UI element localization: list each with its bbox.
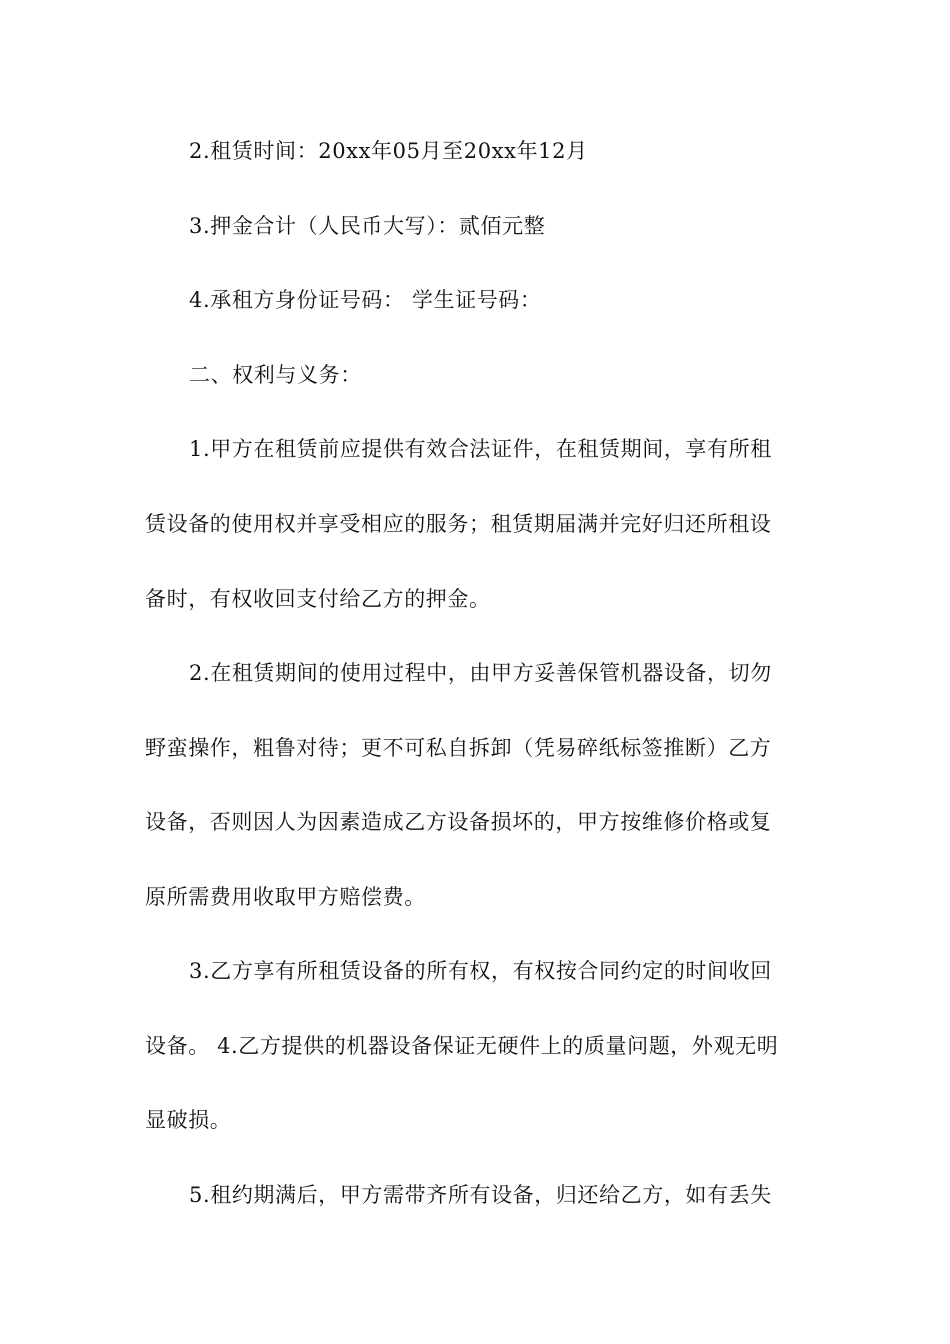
rights-clause-3-line-1: 3.乙方享有所租赁设备的所有权，有权按合同约定的时间收回	[189, 959, 772, 983]
rights-clause-1-line-1: 1.甲方在租赁前应提供有效合法证件，在租赁期间，享有所租	[189, 437, 772, 461]
rights-clause-4-line-2: 显破损。	[145, 1108, 232, 1132]
rights-clause-3-4-line-2: 设备。 4.乙方提供的机器设备保证无硬件上的质量问题，外观无明	[145, 1034, 779, 1058]
rights-clause-2-line-1: 2.在租赁期间的使用过程中，由甲方妥善保管机器设备，切勿	[189, 661, 772, 685]
clause-deposit-total: 3.押金合计（人民币大写）：贰佰元整	[189, 214, 546, 238]
rights-clause-2-line-2: 野蛮操作，粗鲁对待；更不可私自拆卸（凭易碎纸标签推断）乙方	[145, 736, 772, 760]
rights-clause-5-line-1: 5.租约期满后，甲方需带齐所有设备，归还给乙方，如有丢失	[189, 1183, 772, 1207]
rights-clause-1-line-3: 备时，有权收回支付给乙方的押金。	[145, 587, 491, 611]
rights-clause-1-line-2: 赁设备的使用权并享受相应的服务；租赁期届满并完好归还所租设	[145, 512, 772, 536]
rights-clause-2-line-4: 原所需费用收取甲方赔偿费。	[145, 885, 426, 909]
section-heading-rights-obligations: 二、权利与义务：	[189, 363, 362, 387]
clause-lessee-id: 4.承租方身份证号码： 学生证号码：	[189, 288, 542, 312]
clause-lease-period: 2.租赁时间：20xx年05月至20xx年12月	[189, 139, 588, 163]
rights-clause-2-line-3: 设备，否则因人为因素造成乙方设备损坏的，甲方按维修价格或复	[145, 810, 772, 834]
